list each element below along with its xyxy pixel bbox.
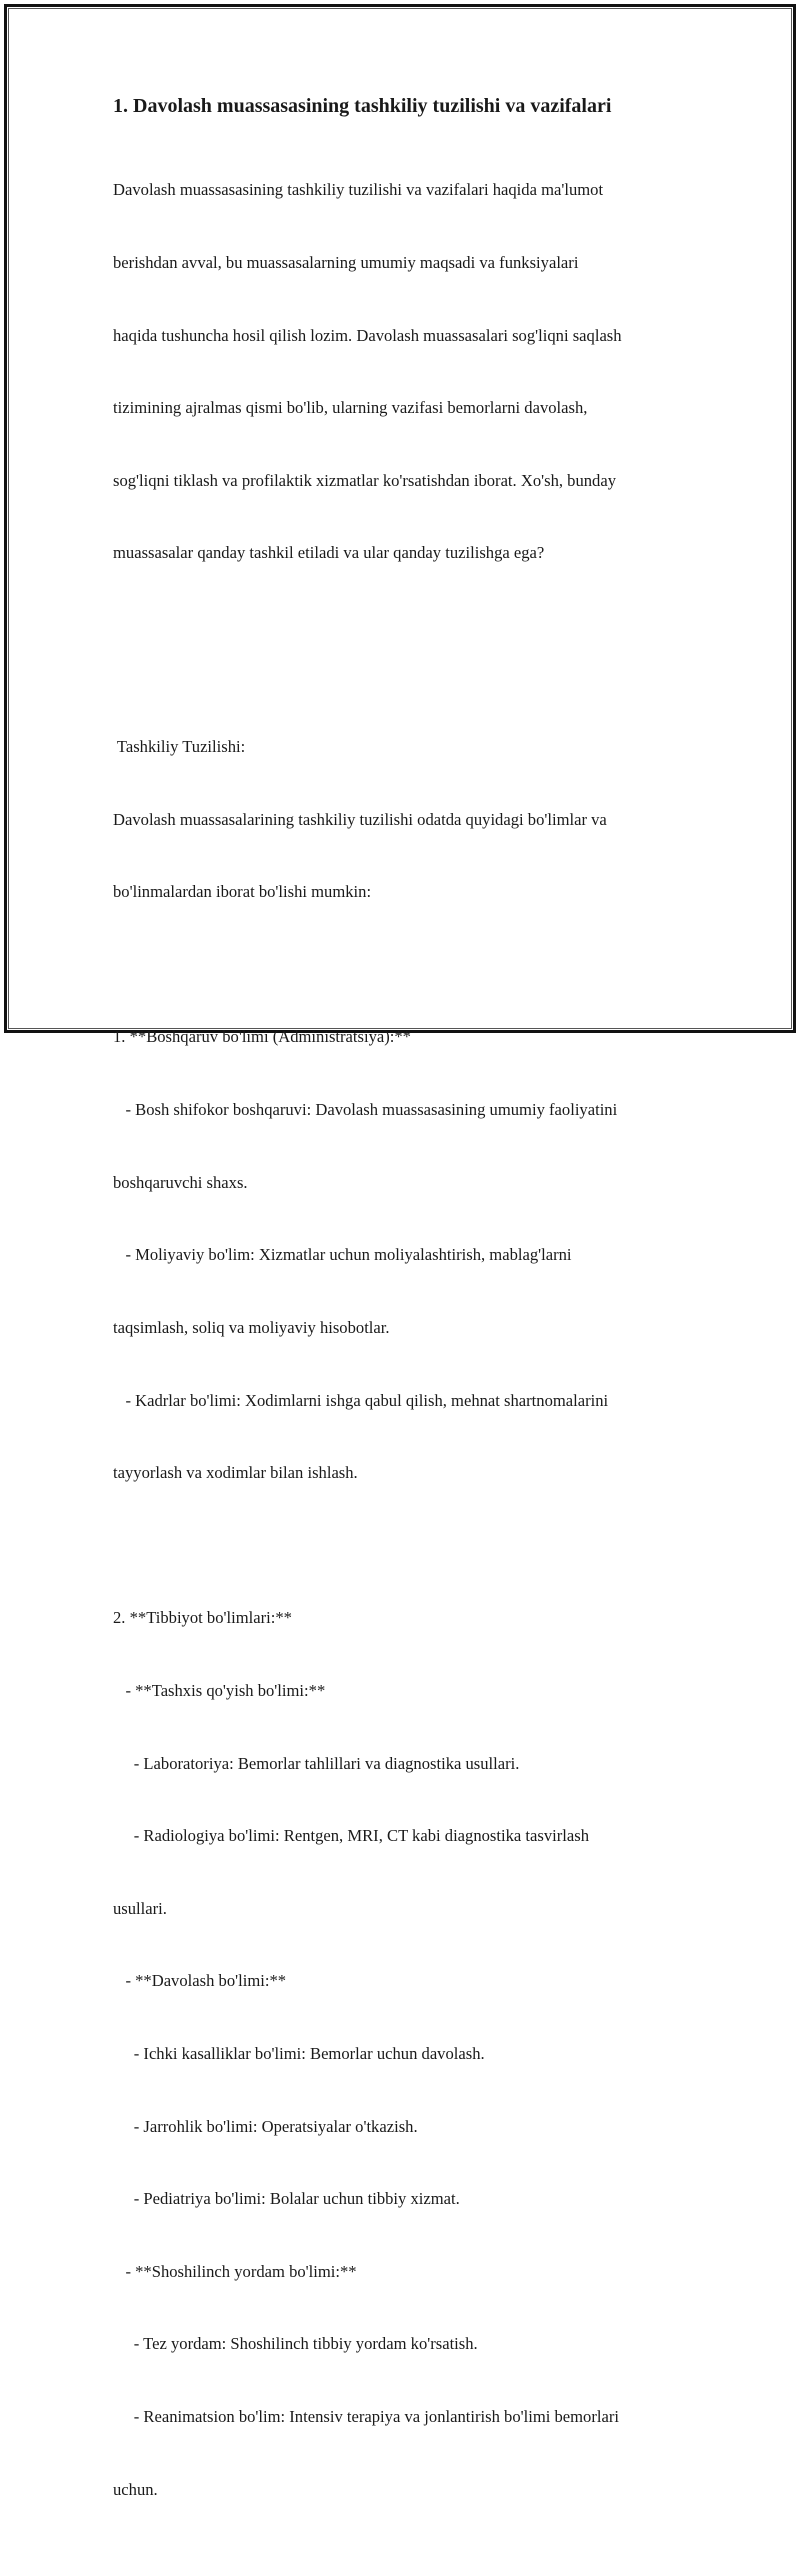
document-body (113, 92, 693, 2550)
list-subitem: - **Tashxis qo'yish bo'limi:** (113, 1680, 326, 1700)
intro-paragraph (113, 130, 693, 614)
list-subitem: - **Davolash bo'limi:** (113, 1971, 287, 1991)
intro-line: Davolash muassasasining tashkiliy tuzilishi va vazifalari haqida ma'lumot (113, 180, 604, 200)
list-item-tibbiyot: 2. **Tibbiyot bo'limlari:** (113, 1608, 292, 1628)
body-line: Davolash muassasalarining tashkiliy tuzilishi odatda quyidagi bo'limlar va (113, 809, 607, 829)
list-subitem: - Moliyaviy bo'lim: Xizmatlar uchun moliyalashtirish, mablag'larni (113, 1245, 572, 1265)
intro-line: muassasalar qanday tashkil etiladi va ular qanday tuzilishga ega? (113, 543, 545, 563)
blank-line (113, 953, 693, 977)
body-text (113, 614, 693, 2550)
list-subsubitem: - Reanimatsion bo'lim: Intensiv terapiya va jonlantirish bo'limi bemorlari (113, 2407, 619, 2427)
intro-line: tizimining ajralmas qismi bo'lib, ularning vazifasi bemorlarni davolash, (113, 398, 588, 418)
list-subitem-continuation: boshqaruvchi shaxs. (113, 1172, 248, 1192)
list-subsubitem: - Pediatriya bo'limi: Bolalar uchun tibbiy xizmat. (113, 2189, 460, 2209)
list-subitem: - **Shoshilinch yordam bo'limi:** (113, 2261, 357, 2281)
body-line: bo'linmalardan iborat bo'lishi mumkin: (113, 882, 372, 902)
document-title: 1. Davolash muassasasining tashkiliy tuzilishi va vazifalari (113, 95, 612, 117)
list-subsubitem: - Laboratoriya: Bemorlar tahlillari va diagnostika usullari. (113, 1753, 520, 1773)
section-heading-tashkiliy-tuzilishi: Tashkiliy Tuzilishi: (113, 737, 246, 757)
list-subsubitem: - Jarrohlik bo'limi: Operatsiyalar o'tkazish. (113, 2116, 418, 2136)
list-item-boshqaruv: 1. **Boshqaruv bo'limi (Administratsiya):** (113, 1027, 411, 1047)
intro-line: sog'liqni tiklash va profilaktik xizmatlar ko'rsatishdan iborat. Xo'sh, bunday (113, 470, 617, 490)
list-subitem-continuation: taqsimlash, soliq va moliyaviy hisobotlar. (113, 1317, 390, 1337)
intro-line: haqida tushuncha hosil qilish lozim. Davolash muassasalari sog'liqni saqlash (113, 325, 622, 345)
list-subsubitem-continuation: usullari. (113, 1898, 167, 1918)
list-subsubitem: - Radiologiya bo'limi: Rentgen, MRI, CT kabi diagnostika tasvirlash (113, 1826, 590, 1846)
list-subitem: - Bosh shifokor boshqaruvi: Davolash muassasasining umumiy faoliyatini (113, 1100, 618, 1120)
list-subsubitem: - Ichki kasalliklar bo'limi: Bemorlar uchun davolash. (113, 2044, 485, 2063)
list-subitem-continuation: tayyorlash va xodimlar bilan ishlash. (113, 1463, 358, 1483)
list-subsubitem-continuation: uchun. (113, 2479, 158, 2499)
list-subsubitem: - Tez yordam: Shoshilinch tibbiy yordam ko'rsatish. (113, 2334, 478, 2354)
list-subitem: - Kadrlar bo'limi: Xodimlarni ishga qabul qilish, mehnat shartnomalarini (113, 1390, 609, 1410)
blank-line (113, 662, 693, 686)
intro-line: berishdan avval, bu muassasalarning umumiy maqsadi va funksiyalari (113, 253, 579, 273)
blank-line (113, 1534, 693, 1558)
